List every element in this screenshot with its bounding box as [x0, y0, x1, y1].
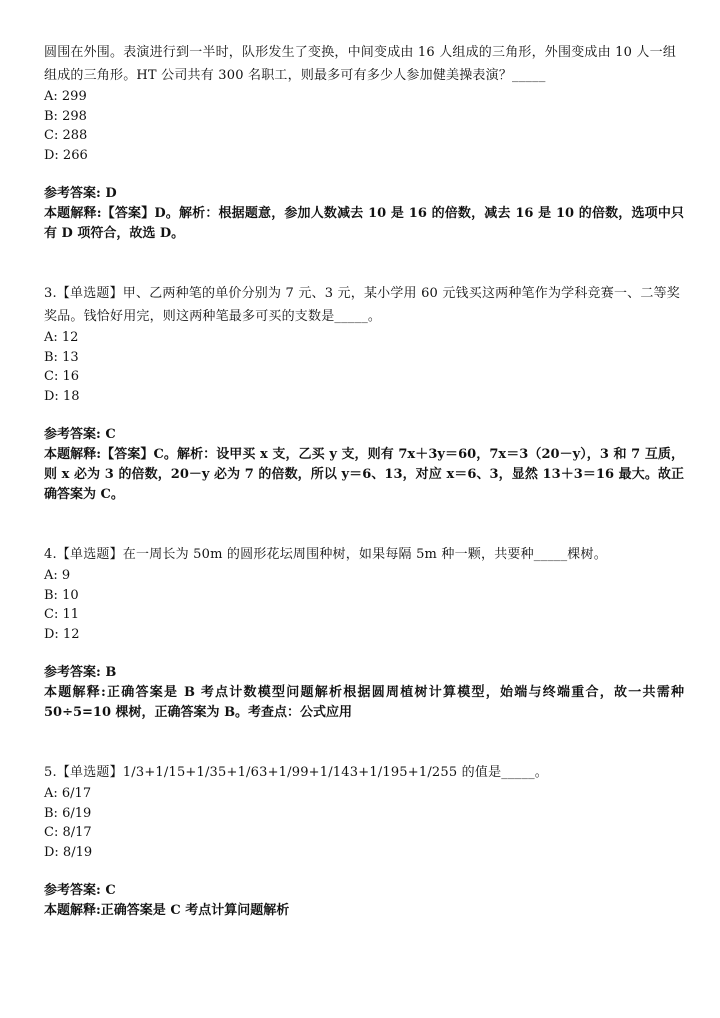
question-3: [44, 282, 684, 505]
answer-explanation: 本题解释:正确答案是 B 考点计数模型问题解析根据圆周植树计算模型，始端与终端重合，故一共需种 50÷5=10 棵树，正确答案为 B。考查点：公式应用: [44, 685, 684, 720]
question-stem: 5.【单选题】1/3+1/15+1/35+1/63+1/99+1/143+1/195+1/255 的值是_____。: [44, 765, 548, 780]
option-d: D: 12: [44, 626, 80, 642]
question-stem: 3.【单选题】甲、乙两种笔的单价分别为 7 元、3 元，某小学用 60 元钱买这两种笔作为学科竞赛一、二等奖奖品。钱恰好用完，则这两种笔最多可买的支数是_____。: [44, 286, 680, 324]
option-b: B: 298: [44, 108, 87, 124]
option-c: C: 8/17: [44, 825, 92, 840]
option-a: A: 299: [44, 89, 87, 104]
option-d: D: 8/19: [44, 844, 93, 860]
option-d: D: 266: [44, 147, 88, 163]
option-a: A: 9: [44, 568, 71, 583]
option-c: C: 11: [44, 607, 80, 622]
option-b: B: 13: [44, 349, 79, 365]
option-c: C: 288: [44, 128, 88, 143]
question-4: [44, 543, 684, 723]
option-a: A: 12: [44, 330, 79, 345]
option-d: D: 18: [44, 388, 80, 404]
reference-answer: 参考答案: C: [44, 883, 116, 898]
answer-explanation: 本题解释:【答案】D。解析：根据题意，参加人数减去 10 是 16 的倍数，减去 16 是 10 的倍数，选项中只有 D 项符合，故选 D。: [44, 206, 684, 241]
answer-explanation: 本题解释:正确答案是 C 考点计算问题解析: [44, 903, 290, 918]
option-b: B: 10: [44, 587, 79, 603]
reference-answer: 参考答案: B: [44, 665, 117, 680]
question-stem: 4.【单选题】在一周长为 50m 的圆形花坛周围种树，如果每隔 5m 种一颗，共要种_____棵树。: [44, 547, 607, 562]
question-2: [44, 41, 684, 244]
option-c: C: 16: [44, 369, 80, 384]
question-stem: 圆围在外围。表演进行到一半时，队形发生了变换，中间变成由 16 人组成的三角形，外围变成由 10 人一组组成的三角形。HT 公司共有 300 名职工，则最多可有多少人参加健美操表演？_____: [44, 45, 677, 83]
reference-answer: 参考答案: C: [44, 427, 116, 442]
option-a: A: 6/17: [44, 786, 92, 801]
answer-explanation: 本题解释:【答案】C。解析：设甲买 x 支，乙买 y 支，则有 7x＋3y＝60，7x＝3（20－y），3 和 7 互质，则 x 必为 3 的倍数，20－y 必为 7 的倍数，所以 y＝6、13，对应 x＝6、3，显然 13＋3＝16 最大。故正确答案为 C。: [44, 447, 684, 502]
exam-page: [44, 41, 684, 921]
option-b: B: 6/19: [44, 805, 92, 821]
reference-answer: 参考答案: D: [44, 186, 117, 201]
question-5: [44, 761, 684, 921]
